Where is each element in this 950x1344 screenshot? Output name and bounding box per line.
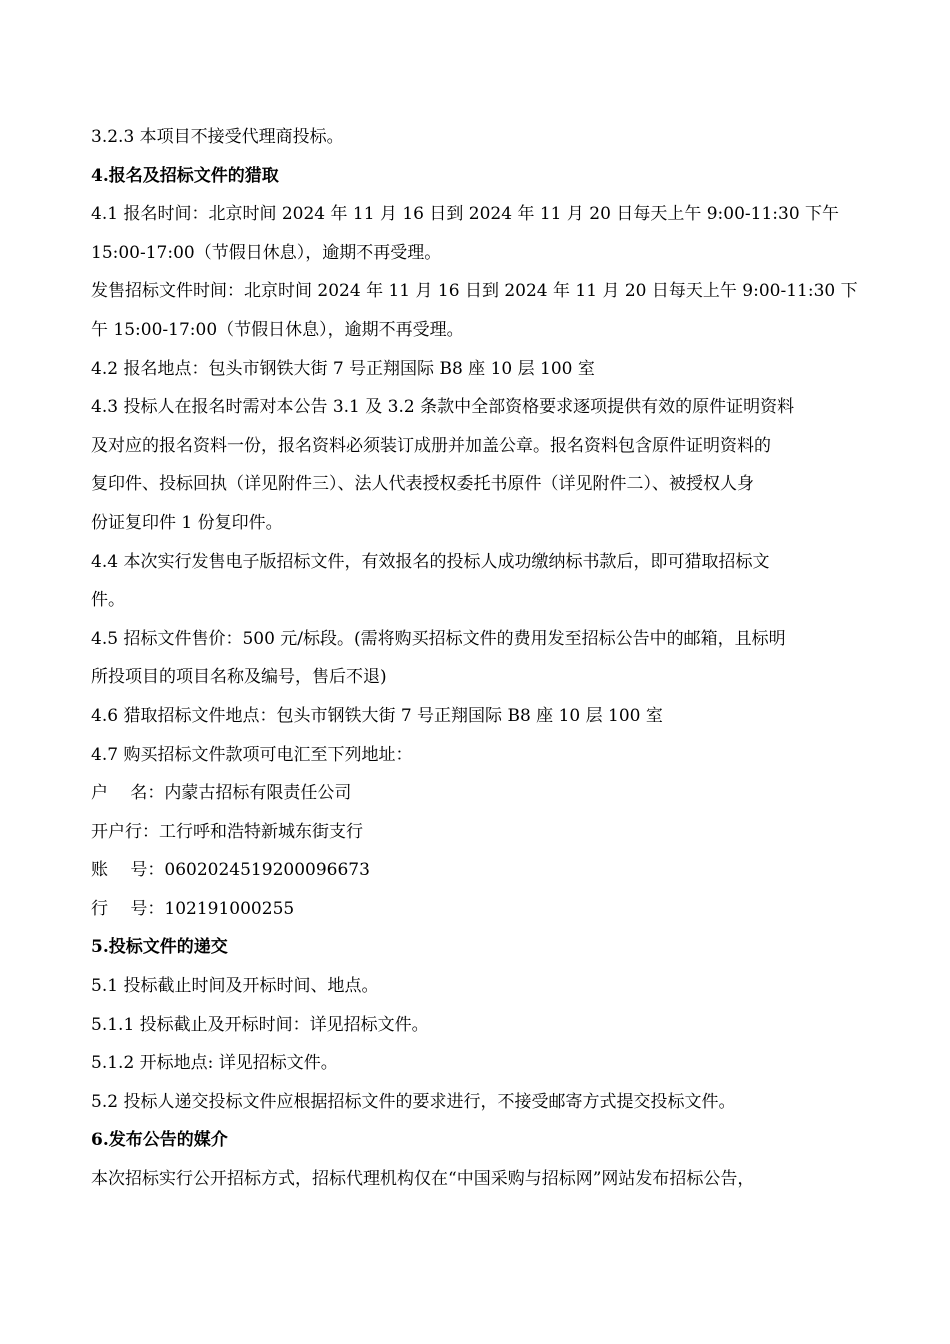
text-line: 5.1 投标截止时间及开标时间、地点。: [91, 976, 379, 997]
account-name-line: 户 名：内蒙古招标有限责任公司: [91, 783, 352, 804]
text-line: 4.3 投标人在报名时需对本公告 3.1 及 3.2 条款中全部资格要求逐项提供有效的原件证明资料: [91, 397, 795, 418]
text-line: 件。: [91, 590, 125, 611]
text-line: 份证复印件 1 份复印件。: [91, 512, 283, 533]
document-body: [91, 118, 861, 1199]
text-line: 15:00-17:00（节假日休息），逾期不再受理。: [91, 242, 442, 263]
bank-branch-line: 开户行：工行呼和浩特新城东街支行: [91, 821, 363, 842]
text-line: 5.1.2 开标地点: 详见招标文件。: [91, 1053, 338, 1074]
text-line: 4.7 购买招标文件款项可电汇至下列地址：: [91, 744, 413, 765]
text-line: 复印件、投标回执（详见附件三）、法人代表授权委托书原件（详见附件二）、被授权人身: [91, 474, 754, 495]
section-heading: 5.投标文件的递交: [91, 937, 228, 958]
text-line: 4.1 报名时间：北京时间 2024 年 11 月 16 日到 2024 年 11 月 20 日每天上午 9:00-11:30 下午: [91, 204, 840, 225]
text-line: 4.5 招标文件售价：500 元/标段。(需将购买招标文件的费用发至招标公告中的邮箱，且标明: [91, 628, 786, 649]
text-line: 5.2 投标人递交投标文件应根据招标文件的要求进行，不接受邮寄方式提交投标文件。: [91, 1091, 736, 1112]
text-line: 5.1.1 投标截止及开标时间：详见招标文件。: [91, 1014, 429, 1035]
text-line: 所投项目的项目名称及编号，售后不退): [91, 667, 387, 688]
text-line: 午 15:00-17:00（节假日休息），逾期不再受理。: [91, 319, 464, 340]
text-line: 及对应的报名资料一份，报名资料必须装订成册并加盖公章。报名资料包含原件证明资料的: [91, 435, 771, 456]
text-line: 本次招标实行公开招标方式，招标代理机构仅在“中国采购与招标网”网站发布招标公告，: [91, 1169, 755, 1190]
text-line: 4.6 猎取招标文件地点：包头市钢铁大街 7 号正翔国际 B8 座 10 层 100 室: [91, 705, 663, 726]
section-heading: 6.发布公告的媒介: [91, 1130, 228, 1151]
section-heading: 4.报名及招标文件的猎取: [91, 165, 279, 186]
bank-code-line: 行 号：102191000255: [91, 898, 295, 919]
text-line: 4.2 报名地点：包头市钢铁大街 7 号正翔国际 B8 座 10 层 100 室: [91, 358, 595, 379]
text-line: 发售招标文件时间：北京时间 2024 年 11 月 16 日到 2024 年 11 月 20 日每天上午 9:00-11:30 下: [91, 281, 858, 302]
text-line: 3.2.3 本项目不接受代理商投标。: [91, 127, 344, 147]
account-number-line: 账 号：0602024519200096673: [91, 860, 370, 881]
text-line: 4.4 本次实行发售电子版招标文件，有效报名的投标人成功缴纳标书款后，即可猎取招标文: [91, 551, 770, 572]
